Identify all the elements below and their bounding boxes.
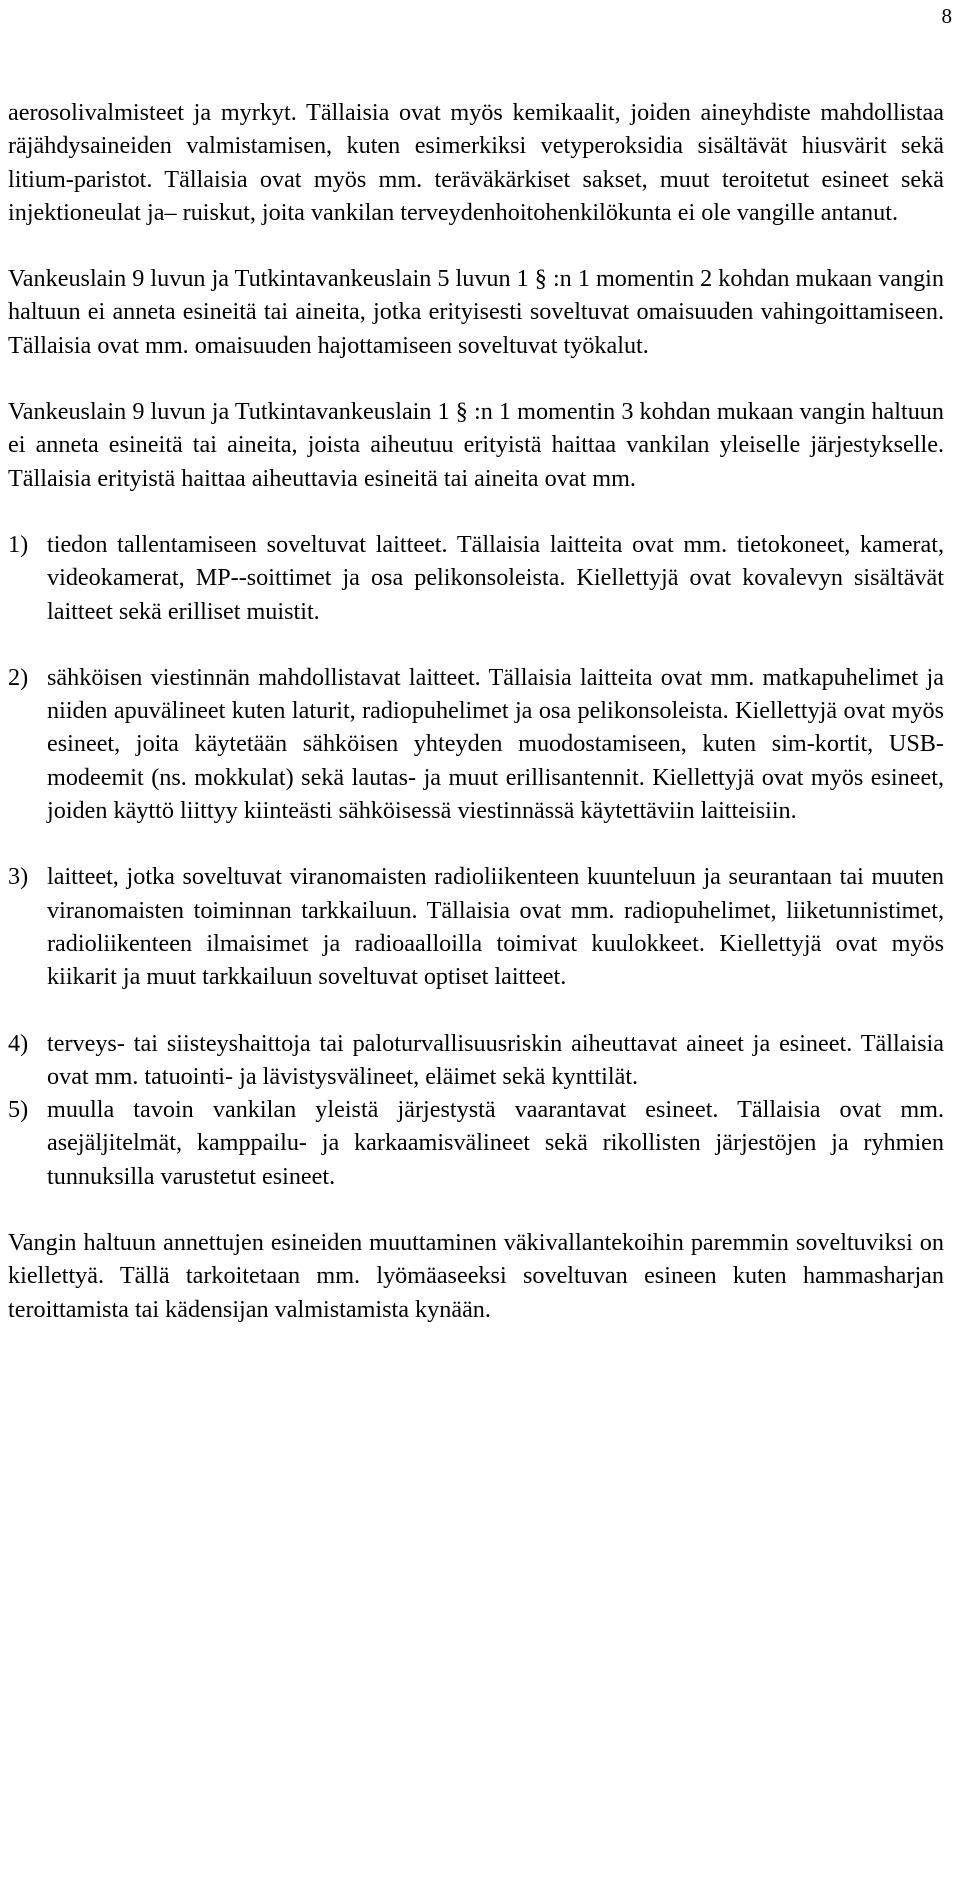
list-item-text: sähköisen viestinnän mahdollistavat laitteet. Tällaisia laitteita ovat mm. matkapuhelimet ja niiden apuvälineet kuten laturit, radiopuhelimet ja osa pelikonsoleista. Kiellettyjä ovat myös esineet, joita käytetään sähköisen yhteyden muodostamiseen, kuten sim-kortit, USB-modeemit (ns. mokkulat) sekä lautas- ja muut erillisantennit. Kiellettyjä ovat myös esineet, joiden käyttö liittyy kiinteästi sähköisessä viestinnässä käytettäviin laitteisiin. <box>47 663 944 825</box>
list-item-text: laitteet, jotka soveltuvat viranomaisten radioliikenteen kuunteluun ja seurantaan tai muuten viranomaisten toiminnan tarkkailuun. Tällaisia ovat mm. radiopuhelimet, liiketunnistimet, radioliikenteen ilmaisimet ja radioaalloilla toimivat kuulokkeet. Kiellettyjä ovat myös kiikarit ja muut tarkkailuun soveltuvat optiset laitteet. <box>47 863 944 991</box>
list-item <box>8 528 944 628</box>
paragraph: Vankeuslain 9 luvun ja Tutkintavankeuslain 1 § :n 1 momentin 3 kohdan mukaan vangin haltuun ei anneta esineitä tai aineita, joista aiheutuu erityistä haittaa vankilan yleiselle järjestykselle. Tällaisia erityistä haittaa aiheuttavia esineitä tai aineita ovat mm. <box>8 398 944 492</box>
list-item-text: terveys- tai siisteyshaittoja tai paloturvallisuusriskin aiheuttavat aineet ja esineet. Tällaisia ovat mm. tatuointi- ja lävistysvälineet, eläimet sekä kynttilät. <box>47 1029 944 1090</box>
list-item-number: 3) <box>8 863 29 891</box>
numbered-list <box>8 528 944 1193</box>
list-item <box>8 661 944 827</box>
document-body <box>8 96 944 1326</box>
paragraph: Vankeuslain 9 luvun ja Tutkintavankeuslain 5 luvun 1 § :n 1 momentin 2 kohdan mukaan vangin haltuun ei anneta esineitä tai aineita, jotka erityisesti soveltuvat omaisuuden vahingoittamiseen. Tällaisia ovat mm. omaisuuden hajottamiseen soveltuvat työkalut. <box>8 265 944 359</box>
list-item-text: tiedon tallentamiseen soveltuvat laitteet. Tällaisia laitteita ovat mm. tietokoneet, kamerat, videokamerat, MP--soittimet ja osa pelikonsoleista. Kiellettyjä ovat kovalevyn sisältävät laitteet sekä erilliset muistit. <box>47 530 944 625</box>
list-item <box>8 1027 944 1094</box>
list-item-number: 2) <box>8 663 29 691</box>
page-number: 8 <box>941 4 952 28</box>
closing-paragraph: Vangin haltuun annettujen esineiden muuttaminen väkivallantekoihin paremmin soveltuviksi on kiellettyä. Tällä tarkoitetaan mm. lyömäaseeksi soveltuvan esineen kuten hammasharjan teroittamista tai kädensijan valmistamista kynään. <box>8 1229 944 1323</box>
paragraph: aerosolivalmisteet ja myrkyt. Tällaisia ovat myös kemikaalit, joiden aineyhdiste mahdollistaa räjähdysaineiden valmistamisen, kuten esimerkiksi vetyperoksidia sisältävät hiusvärit sekä litium-paristot. Tällaisia ovat myös mm. teräväkärkiset sakset, muut teroitetut esineet sekä injektioneulat ja– ruiskut, joita vankilan terveydenhoitohenkilökunta ei ole vangille antanut. <box>8 99 944 226</box>
list-item <box>8 1093 944 1193</box>
list-item-text: muulla tavoin vankilan yleistä järjestystä vaarantavat esineet. Tällaisia ovat mm. asejäljitelmät, kamppailu- ja karkaamisvälineet sekä rikollisten järjestöjen ja ryhmien tunnuksilla varustetut esineet. <box>47 1096 944 1190</box>
list-item-number: 1) <box>8 530 29 558</box>
list-item-number: 5) <box>8 1096 29 1124</box>
list-item-number: 4) <box>8 1029 29 1057</box>
list-item <box>8 860 944 993</box>
